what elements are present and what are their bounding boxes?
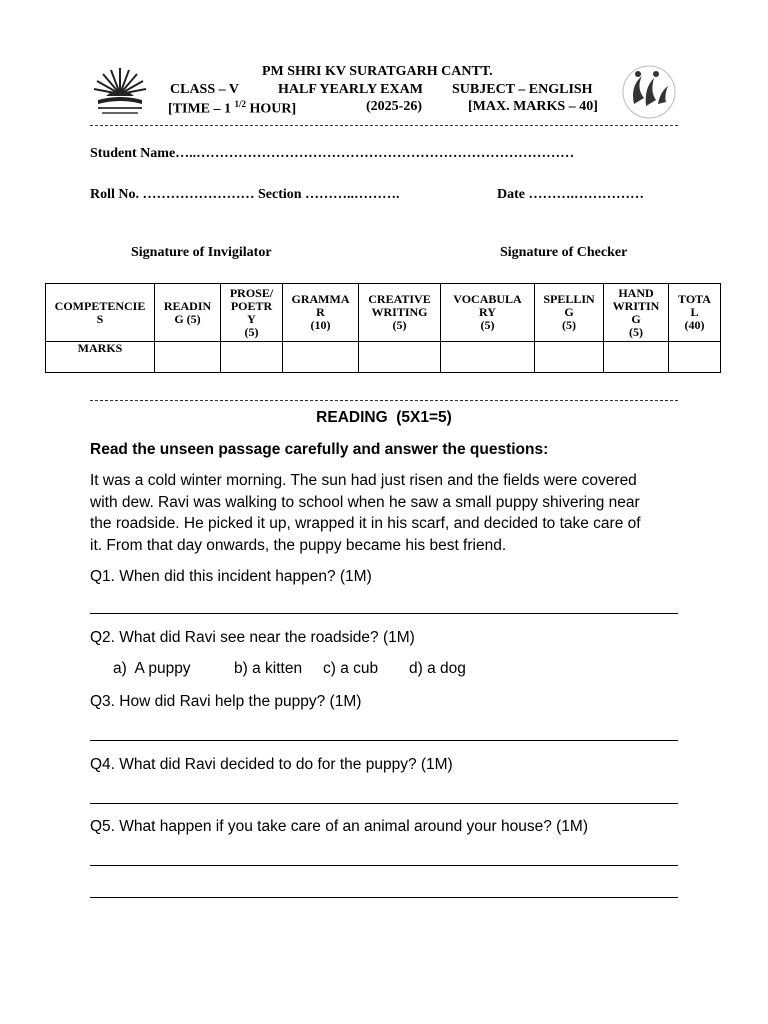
answer-line-3[interactable] <box>90 740 678 741</box>
marks-cell[interactable] <box>359 342 441 373</box>
time-label <box>168 99 296 118</box>
header-cell-competencies: COMPETENCIE S <box>46 284 155 342</box>
marks-cell[interactable] <box>669 342 721 373</box>
header-cell-prose-poetry: PROSE/ POETR Y (5) <box>221 284 283 342</box>
q2-option-b[interactable]: b) a kitten <box>234 660 303 677</box>
header-divider <box>90 125 678 126</box>
exam-label: HALF YEARLY EXAM <box>278 82 423 97</box>
marks-cell[interactable] <box>283 342 359 373</box>
time-fraction: 1/2 <box>234 99 247 109</box>
header-cell-grammar: GRAMMA R (10) <box>283 284 359 342</box>
answer-line-5a[interactable] <box>90 865 678 866</box>
marks-row-label: MARKS <box>46 342 155 373</box>
class-label: CLASS – V <box>170 82 239 97</box>
header-cell-spelling: SPELLIN G (5) <box>535 284 604 342</box>
question-3: Q3. How did Ravi help the puppy? (1M) <box>90 693 362 710</box>
reading-instruction: Read the unseen passage carefully and answer the questions: <box>90 441 549 458</box>
session-label: (2025-26) <box>366 99 422 114</box>
question-1: Q1. When did this incident happen? (1M) <box>90 568 372 585</box>
student-name-field: Student Name…..……………………………………………………………………… <box>90 146 575 161</box>
school-name: PM SHRI KV SURATGARH CANTT. <box>262 64 493 79</box>
header-cell-total: TOTA L (40) <box>669 284 721 342</box>
marks-cell[interactable] <box>155 342 221 373</box>
question-4: Q4. What did Ravi decided to do for the puppy? (1M) <box>90 756 453 773</box>
passage-line-1: It was a cold winter morning. The sun had just risen and the fields were covered <box>90 472 637 489</box>
q2-option-c[interactable]: c) a cub <box>323 660 379 677</box>
date-field: Date ……….…………… <box>497 187 644 202</box>
invigilator-signature-label: Signature of Invigilator <box>131 245 272 260</box>
q2-option-a[interactable]: a) A puppy <box>113 660 191 677</box>
passage-line-2: with dew. Ravi was walking to school when he saw a small puppy shivering near <box>90 494 640 511</box>
marks-cell[interactable] <box>604 342 669 373</box>
marks-table-header-row <box>46 284 721 342</box>
q2-option-d[interactable]: d) a dog <box>409 660 466 677</box>
header-cell-reading: READIN G (5) <box>155 284 221 342</box>
header-cell-creative-writing: CREATIVE WRITING (5) <box>359 284 441 342</box>
marks-cell[interactable] <box>535 342 604 373</box>
question-2: Q2. What did Ravi see near the roadside? (1M) <box>90 629 415 646</box>
marks-table <box>45 283 721 373</box>
time-suffix: HOUR] <box>249 101 297 117</box>
marks-table-marks-row <box>46 342 721 373</box>
pm-shri-logo-icon <box>618 64 680 120</box>
answer-line-5b[interactable] <box>90 897 678 898</box>
marks-cell[interactable] <box>221 342 283 373</box>
section-divider <box>90 400 678 401</box>
marks-cell[interactable] <box>441 342 535 373</box>
header-cell-vocabulary: VOCABULA RY (5) <box>441 284 535 342</box>
passage-line-4: it. From that day onwards, the puppy became his best friend. <box>90 537 507 554</box>
question-5: Q5. What happen if you take care of an animal around your house? (1M) <box>90 818 589 835</box>
time-prefix: [TIME – 1 <box>168 101 231 117</box>
roll-section-field: Roll No. …………………… Section ………..………. <box>90 187 400 202</box>
answer-line-1[interactable] <box>90 613 678 614</box>
max-marks-label: [MAX. MARKS – 40] <box>468 99 598 114</box>
kv-logo-icon <box>90 64 150 118</box>
passage-line-3: the roadside. He picked it up, wrapped it in his scarf, and decided to take care of <box>90 515 641 532</box>
subject-label: SUBJECT – ENGLISH <box>452 82 593 97</box>
reading-section-title: READING (5X1=5) <box>316 409 452 426</box>
answer-line-4[interactable] <box>90 803 678 804</box>
header-cell-handwriting: HAND WRITIN G (5) <box>604 284 669 342</box>
checker-signature-label: Signature of Checker <box>500 245 628 260</box>
